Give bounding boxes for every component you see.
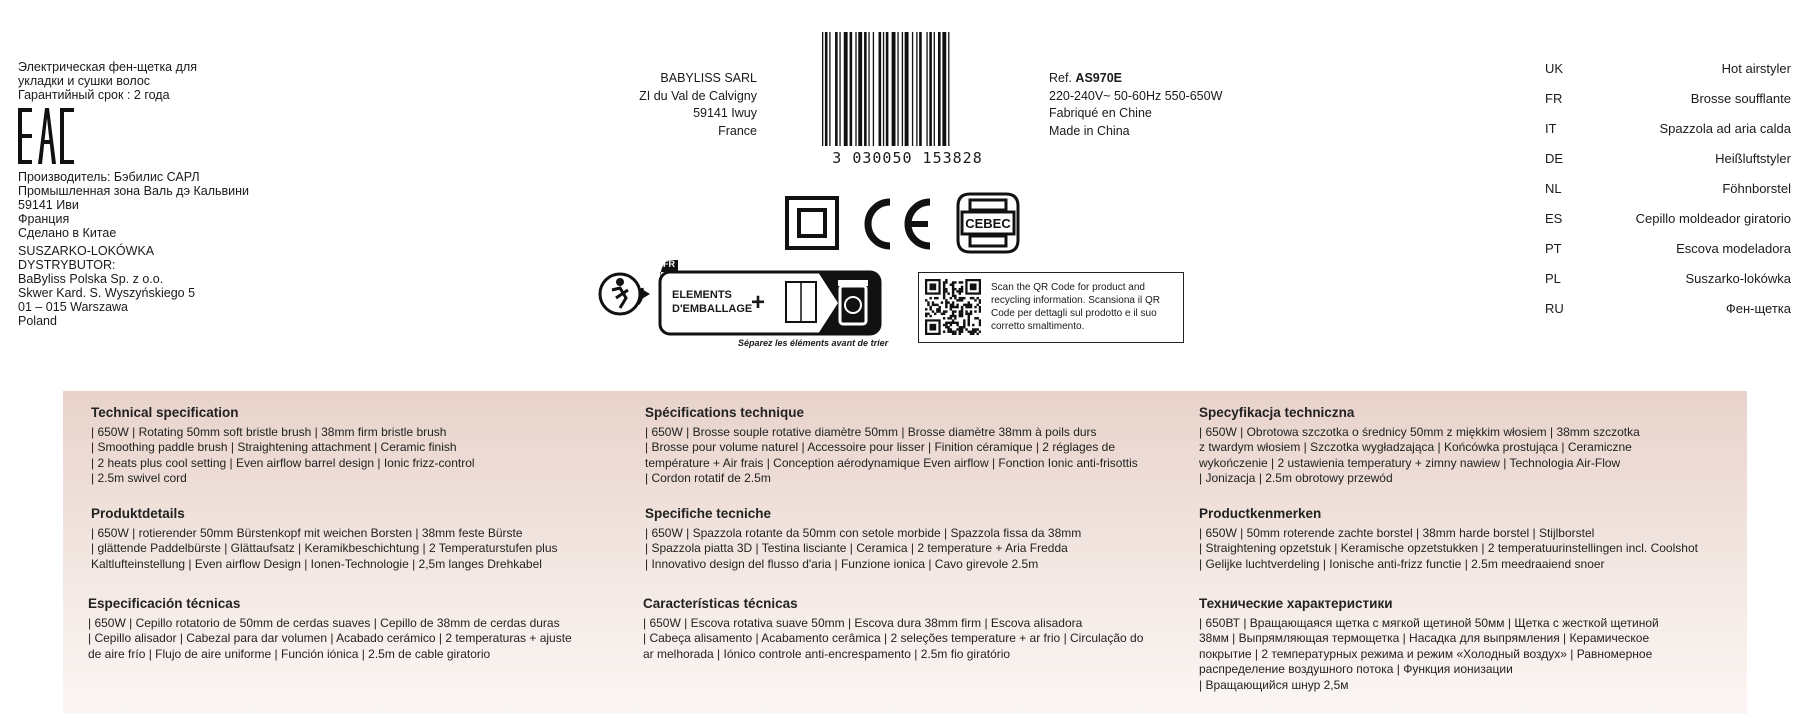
spec-title: Productkenmerken — [1199, 506, 1322, 521]
ru-manufacturer — [18, 170, 249, 240]
ref-made-fr: Fabriqué en Chine — [1049, 106, 1152, 120]
barcode — [820, 32, 995, 167]
spec-title: Technical specification — [91, 405, 239, 420]
language-name: Hot airstyler — [1721, 61, 1791, 76]
spec-ru — [1199, 596, 1739, 693]
ru-manufacturer-line: Франция — [18, 212, 70, 226]
double-insulation-icon — [785, 196, 839, 250]
spec-line: | Brosse pour volume naturel | Accessoire pour lisser | Finition céramique | 2 réglages de — [645, 440, 1116, 454]
ref-made-en: Made in China — [1049, 123, 1130, 138]
ref-voltage: 220-240V~ 50-60Hz 550-650W — [1049, 88, 1223, 103]
pl-distributor-line: Poland — [18, 314, 57, 328]
language-code: FR — [1545, 91, 1563, 106]
spec-line: | 650W | Spazzola rotante da 50mm con setole morbide | Spazzola fissa da 38mm — [645, 525, 1082, 540]
ru-manufacturer-line: Промышленная зона Валь дэ Кальвини — [18, 184, 250, 198]
qr-code-icon[interactable] — [925, 279, 981, 335]
ref-label: Ref. — [1049, 71, 1072, 85]
spec-line: | 650W | 50mm roterende zachte borstel | 38mm harde borstel | Stijlborstel — [1199, 525, 1595, 540]
manufacturer-address — [639, 70, 757, 140]
triman-recycle-icon — [598, 268, 654, 320]
spec-de — [91, 506, 631, 572]
packaging-plus: + — [751, 289, 766, 316]
spec-line: | 650W | rotierender 50mm Bürstenkopf mit weichen Borsten | 38mm feste Bürste — [91, 525, 523, 540]
address-line: ZI du Val de Calvigny — [639, 88, 757, 103]
spec-line: | Cordon rotatif de 2.5m — [645, 471, 771, 485]
spec-title: Specifiche tecniche — [645, 506, 772, 521]
spec-nl — [1199, 506, 1739, 572]
language-name: Brosse soufflante — [1690, 91, 1791, 106]
language-code: RU — [1545, 301, 1564, 316]
spec-line: | 650W | Cepillo rotatorio de 50mm de cerdas suaves | Cepillo de 38mm de cerdas duras — [88, 615, 560, 630]
cebec-label: CEBEC — [965, 216, 1011, 231]
spec-line: | Cabeça alisamento | Acabamento cerâmica | 2 seleções temperature + ar frio | Circulação do — [643, 631, 1144, 645]
ru-manufacturer-line: Сделано в Китае — [18, 226, 117, 240]
spec-line: | Innovativo design del flusso d'aria | Funzione ionica | Cavo girevole 2.5m — [645, 556, 1039, 571]
language-row — [1545, 181, 1791, 211]
ru-manufacturer-line: Производитель: Бэбилис САРЛ — [18, 170, 200, 184]
spec-title: Produktdetails — [91, 506, 185, 521]
spec-line: | 2.5m swivel cord — [91, 471, 187, 485]
ru-line: укладки и сушки волос — [18, 74, 151, 88]
pl-distributor-line: SUSZARKO-LOKÓWKA — [18, 244, 155, 258]
language-code: NL — [1545, 181, 1562, 196]
language-code: IT — [1545, 121, 1557, 136]
language-name: Spazzola ad aria calda — [1659, 121, 1791, 136]
language-code: PL — [1545, 271, 1561, 286]
spec-pl — [1199, 405, 1739, 487]
spec-line: | Straightening opzetstuk | Keramische opzetstukken | 2 temperatuurinstellingen incl. Coolshot — [1199, 541, 1698, 555]
ref-model: AS970E — [1075, 71, 1122, 85]
spec-line: | Smoothing paddle brush | Straightening attachment | Ceramic finish — [91, 440, 457, 454]
spec-line: | Spazzola piatta 3D | Testina lisciante | Ceramica | 2 temperature + Aria Fredda — [645, 541, 1068, 555]
language-row — [1545, 91, 1791, 121]
spec-it — [645, 506, 1185, 572]
pl-distributor-line: Skwer Kard. S. Wyszyńskiego 5 — [18, 286, 196, 300]
language-row — [1545, 61, 1791, 91]
spec-line: | Gelijke luchtverdeling | Ionische anti-frizz functie | 2.5m meedraaiend snoer — [1199, 556, 1605, 571]
spec-title: Specyfikacja techniczna — [1199, 405, 1355, 420]
spec-title: Технические характеристики — [1199, 596, 1393, 611]
language-name: Föhnborstel — [1722, 181, 1791, 196]
ce-mark-icon — [856, 196, 936, 252]
address-line: France — [718, 123, 757, 138]
eac-logo — [18, 108, 74, 164]
language-code: DE — [1545, 151, 1564, 166]
language-name: Suszarko-lokówka — [1685, 271, 1791, 286]
spec-line: | Jonizacja | 2.5m obrotowy przewód — [1199, 471, 1393, 485]
spec-line: | 2 heats plus cool setting | Even airflow barrel design | Ionic frizz-control — [91, 455, 475, 470]
language-row — [1545, 211, 1791, 241]
spec-line: wykończenie | 2 ustawienia temperatury + zimny nawiew | Technologia Air-Flow — [1199, 455, 1621, 470]
language-row — [1545, 301, 1791, 331]
spec-line: | glättende Paddelbürste | Glättaufsatz | Keramikbeschichtung | 2 Temperaturstufen plus — [91, 541, 558, 555]
spec-line: | 650W | Escova rotativa suave 50mm | Escova dura 38mm firm | Escova alisadora — [643, 615, 1083, 630]
pl-distributor-line: BaByliss Polska Sp. z o.o. — [18, 272, 164, 286]
qr-instructions: Scan the QR Code for product and recycling information. Scansiona il QR Code per dettagli sul prodotto e il suo corretto smaltimento. — [991, 282, 1160, 332]
language-row — [1545, 271, 1791, 301]
spec-line: покрытие | 2 температурных режима и режим «Холодный воздух» | Равномерное — [1199, 646, 1653, 661]
spec-line: | 650W | Obrotowa szczotka o średnicy 50mm z miękkim włosiem | 38mm szczotka — [1199, 424, 1640, 439]
spec-pt — [643, 596, 1188, 662]
qr-code-panel — [918, 272, 1184, 343]
fr-tag: FR — [663, 259, 675, 269]
specifications-panel — [63, 391, 1747, 714]
spec-line: | 650W | Brosse souple rotative diamètre 50mm | Brosse diamètre 38mm à poils durs — [645, 424, 1097, 439]
language-name: Фен-щетка — [1725, 301, 1791, 316]
language-code: UK — [1545, 61, 1564, 76]
language-row — [1545, 121, 1791, 151]
ru-line: Электрическая фен-щетка для — [18, 60, 197, 74]
spec-fr — [645, 405, 1185, 487]
packaging-sorting-label — [658, 258, 889, 354]
language-list — [1545, 61, 1791, 331]
spec-line: | Cepillo alisador | Cabezal para dar volumen | Acabado cerámico | 2 temperaturas + ajuste — [88, 631, 572, 645]
spec-title: Especificación técnicas — [88, 596, 241, 611]
language-code: PT — [1545, 241, 1562, 256]
barcode-bars — [820, 32, 995, 146]
spec-line: распределение воздушного потока | Функция ионизации — [1199, 662, 1513, 676]
pl-distributor-line: 01 – 015 Warszawa — [18, 300, 129, 314]
spec-line: z twardym włosiem | Szczotka wygładzająca | Końcówka prostująca | Ceramiczne — [1199, 440, 1632, 454]
barcode-number: 3 030050 153828 — [832, 149, 983, 167]
spec-line: | 650W | Rotating 50mm soft bristle brush | 38mm firm bristle brush — [91, 424, 447, 439]
spec-title: Características técnicas — [643, 596, 798, 611]
language-name: Escova modeladora — [1676, 241, 1791, 256]
spec-line: | 650ВТ | Вращающаяся щетка с мягкой щетиной 50мм | Щетка с жесткой щетиной — [1199, 615, 1659, 630]
ru-manufacturer-line: 59141 Иви — [18, 198, 79, 212]
language-name: Heißluftstyler — [1715, 151, 1791, 166]
spec-line: de aire frío | Flujo de aire uniforme | Función iónica | 2.5m de cable giratorio — [88, 646, 491, 661]
ru-product-description — [18, 60, 197, 102]
packaging-line-2: D'EMBALLAGE — [672, 303, 753, 315]
pl-distributor — [18, 244, 195, 328]
spec-es — [88, 596, 633, 662]
spec-line: température + Air frais | Conception aérodynamique Even airflow | Fonction Ionic anti-frisottis — [645, 455, 1138, 470]
packaging-note: Séparez les éléments avant de trier — [738, 338, 889, 348]
pl-distributor-line: DYSTRYBUTOR: — [18, 258, 116, 272]
language-row — [1545, 241, 1791, 271]
spec-line: Kaltlufteinstellung | Even airflow Design | Ionen-Technologie | 2,5m langes Drehkabel — [91, 556, 542, 571]
cebec-mark-icon — [956, 192, 1020, 254]
address-line: BABYLISS SARL — [660, 71, 757, 85]
packaging-elements-label — [672, 288, 752, 316]
language-row — [1545, 151, 1791, 181]
spec-line: ar melhorada | Iónico controle anti-encrespamento | 2.5m fio giratório — [643, 646, 1011, 661]
ru-line: Гарантийный срок : 2 года — [18, 88, 170, 102]
spec-en — [91, 405, 631, 487]
reference-block — [1049, 70, 1222, 140]
language-code: ES — [1545, 211, 1563, 226]
address-line: 59141 Iwuy — [693, 106, 757, 120]
ref-line — [1049, 70, 1222, 88]
packaging-line-1: ELEMENTS — [672, 289, 732, 301]
spec-line: 38мм | Выпрямляющая термощетка | Насадка для выпрямления | Керамическое — [1199, 631, 1650, 645]
language-name: Cepillo moldeador giratorio — [1635, 211, 1791, 226]
spec-line: | Вращающийся шнур 2,5м — [1199, 677, 1349, 692]
spec-title: Spécifications technique — [645, 405, 805, 420]
